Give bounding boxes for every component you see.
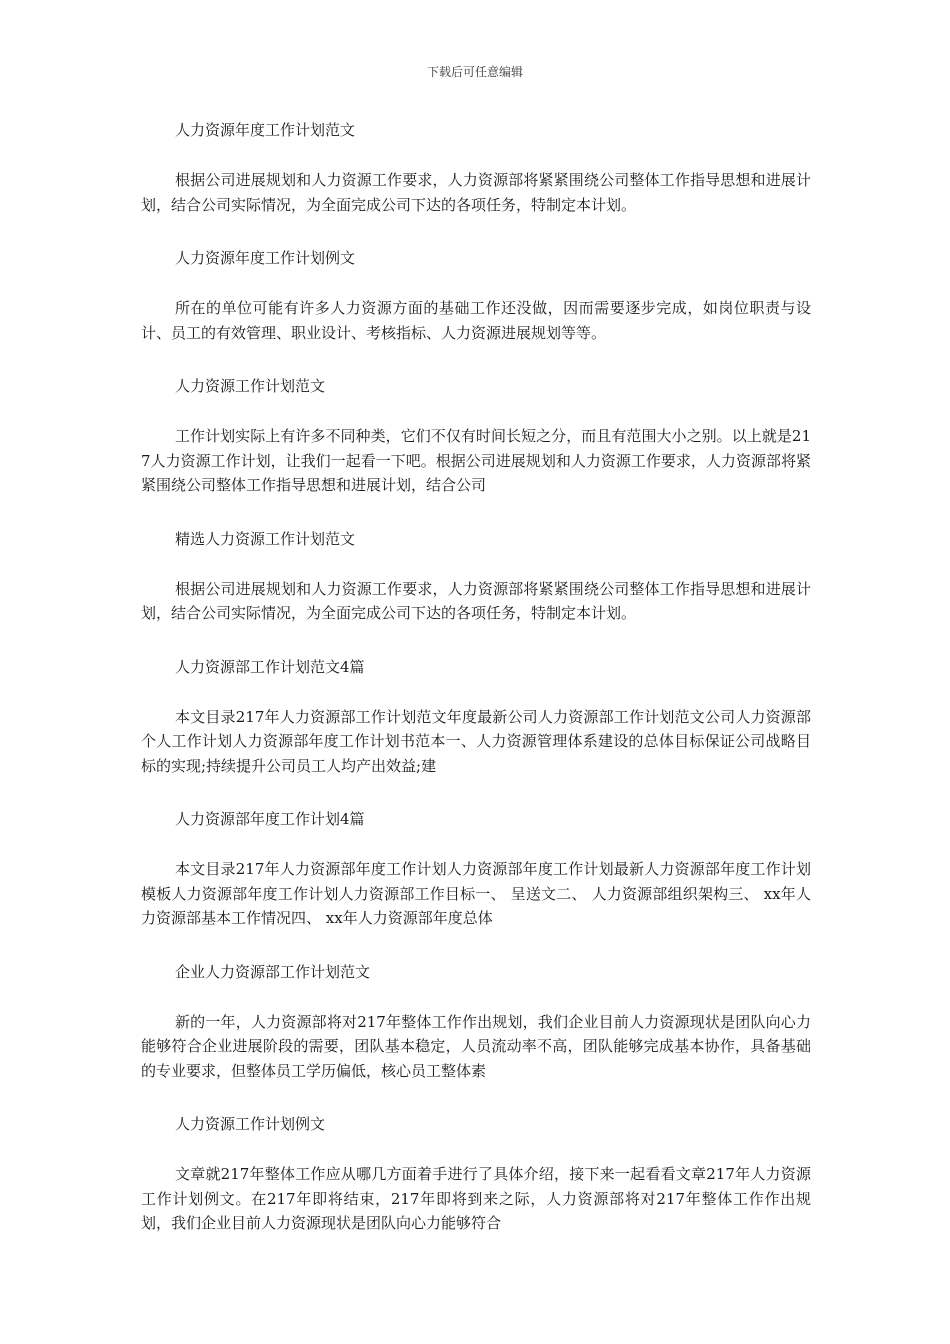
page-header: 下载后可任意编辑	[426, 65, 523, 79]
section-7	[141, 960, 811, 1084]
section-3	[141, 374, 811, 498]
section-heading: 人力资源部年度工作计划4篇	[175, 810, 365, 828]
section-heading: 人力资源部工作计划范文4篇	[175, 657, 365, 676]
section-heading: 精选人力资源工作计划范文	[175, 529, 356, 548]
section-paragraph: 所在的单位可能有许多人力资源方面的基础工作还没做，因而需要逐步完成，如岗位职责与设计、员工的有效管理、职业设计、考核指标、人力资源进展规划等等。	[141, 299, 811, 342]
section-paragraph: 工作计划实际上有许多不同种类，它们不仅有时间长短之分，而且有范围大小之别。以上就是217人力资源工作计划，让我们一起看一下吧。根据公司进展规划和人力资源工作要求，人力资源部将紧紧围绕公司整体工作指导思想和进展计划，结合公司	[141, 427, 811, 494]
section-paragraph: 根据公司进展规划和人力资源工作要求，人力资源部将紧紧围绕公司整体工作指导思想和进展计划，结合公司实际情况，为全面完成公司下达的各项任务，特制定本计划。	[141, 579, 811, 622]
section-2	[141, 246, 811, 345]
section-paragraph: 本文目录217年人力资源部年度工作计划人力资源部年度工作计划最新人力资源部年度工作计划模板人力资源部年度工作计划人力资源部工作目标一、 呈送文二、 人力资源部组织架构三、 xx年人力资源部基本工作情况四、 xx年人力资源部年度总体	[141, 860, 811, 927]
section-1	[141, 118, 811, 217]
section-heading: 人力资源年度工作计划范文	[175, 121, 356, 139]
section-4	[141, 527, 811, 626]
section-heading: 人力资源工作计划例文	[175, 1115, 326, 1133]
section-paragraph: 根据公司进展规划和人力资源工作要求，人力资源部将紧紧围绕公司整体工作指导思想和进展计划，结合公司实际情况，为全面完成公司下达的各项任务，特制定本计划。	[141, 171, 811, 214]
section-8	[141, 1112, 811, 1236]
section-6	[141, 807, 811, 931]
section-heading: 企业人力资源部工作计划范文	[175, 962, 371, 981]
section-heading: 人力资源工作计划范文	[175, 377, 326, 395]
section-heading: 人力资源年度工作计划例文	[175, 249, 356, 267]
section-5	[141, 655, 811, 779]
section-paragraph: 新的一年，人力资源部将对217年整体工作作出规划，我们企业目前人力资源现状是团队向心力能够符合企业进展阶段的需要，团队基本稳定，人员流动率不高，团队能够完成基本协作，具备基础的专业要求，但整体员工学历偏低，核心员工整体素	[141, 1012, 811, 1080]
section-paragraph: 文章就217年整体工作应从哪几方面着手进行了具体介绍，接下来一起看看文章217年人力资源工作计划例文。在217年即将结束，217年即将到来之际，人力资源部将对217年整体工作作出规划，我们企业目前人力资源现状是团队向心力能够符合	[141, 1165, 811, 1232]
document-body	[141, 118, 811, 1236]
section-paragraph: 本文目录217年人力资源部工作计划范文年度最新公司人力资源部工作计划范文公司人力资源部个人工作计划人力资源部年度工作计划书范本一、人力资源管理体系建设的总体目标保证公司战略目标的实现;持续提升公司员工人均产出效益;建	[141, 707, 811, 775]
